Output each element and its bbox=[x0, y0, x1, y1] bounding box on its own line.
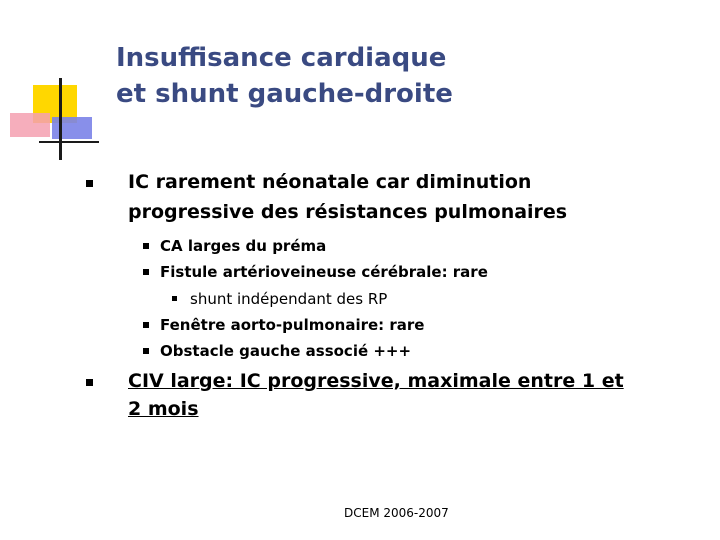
bullet-square-icon bbox=[86, 180, 93, 187]
title-line-2: et shunt gauche-droite bbox=[116, 79, 453, 109]
sub-bullet-square-icon bbox=[143, 243, 149, 249]
bullet-2-line-1: CIV large: IC progressive, maximale entre 1 et bbox=[128, 370, 624, 392]
slide-title bbox=[116, 40, 636, 112]
sub-bullet-square-icon bbox=[143, 269, 149, 275]
sub-bullet-square-icon bbox=[143, 348, 149, 354]
sub-sub-bullet-1: shunt indépendant des RP bbox=[190, 290, 388, 308]
sub-sub-bullet-square-icon bbox=[172, 296, 177, 301]
sub-bullet-square-icon bbox=[143, 322, 149, 328]
logo-red-square bbox=[10, 113, 50, 137]
bullet-2-line-2: 2 mois bbox=[128, 398, 199, 420]
footer-text: DCEM 2006-2007 bbox=[344, 506, 449, 520]
logo-horizontal-line bbox=[39, 141, 99, 143]
title-line-1: Insuffisance cardiaque bbox=[116, 43, 447, 73]
bullet-1-line-1: IC rarement néonatale car diminution bbox=[128, 171, 532, 193]
logo-vertical-line bbox=[59, 78, 62, 160]
logo-blue-square bbox=[52, 117, 92, 139]
bullet-1-line-2: progressive des résistances pulmonaires bbox=[128, 201, 568, 223]
sub-bullet-1: CA larges du préma bbox=[160, 237, 327, 255]
sub-bullet-2: Fistule artérioveineuse cérébrale: rare bbox=[160, 263, 488, 281]
bullet-square-icon bbox=[86, 379, 93, 386]
sub-bullet-4: Obstacle gauche associé +++ bbox=[160, 342, 412, 360]
sub-bullet-3: Fenêtre aorto-pulmonaire: rare bbox=[160, 316, 425, 334]
